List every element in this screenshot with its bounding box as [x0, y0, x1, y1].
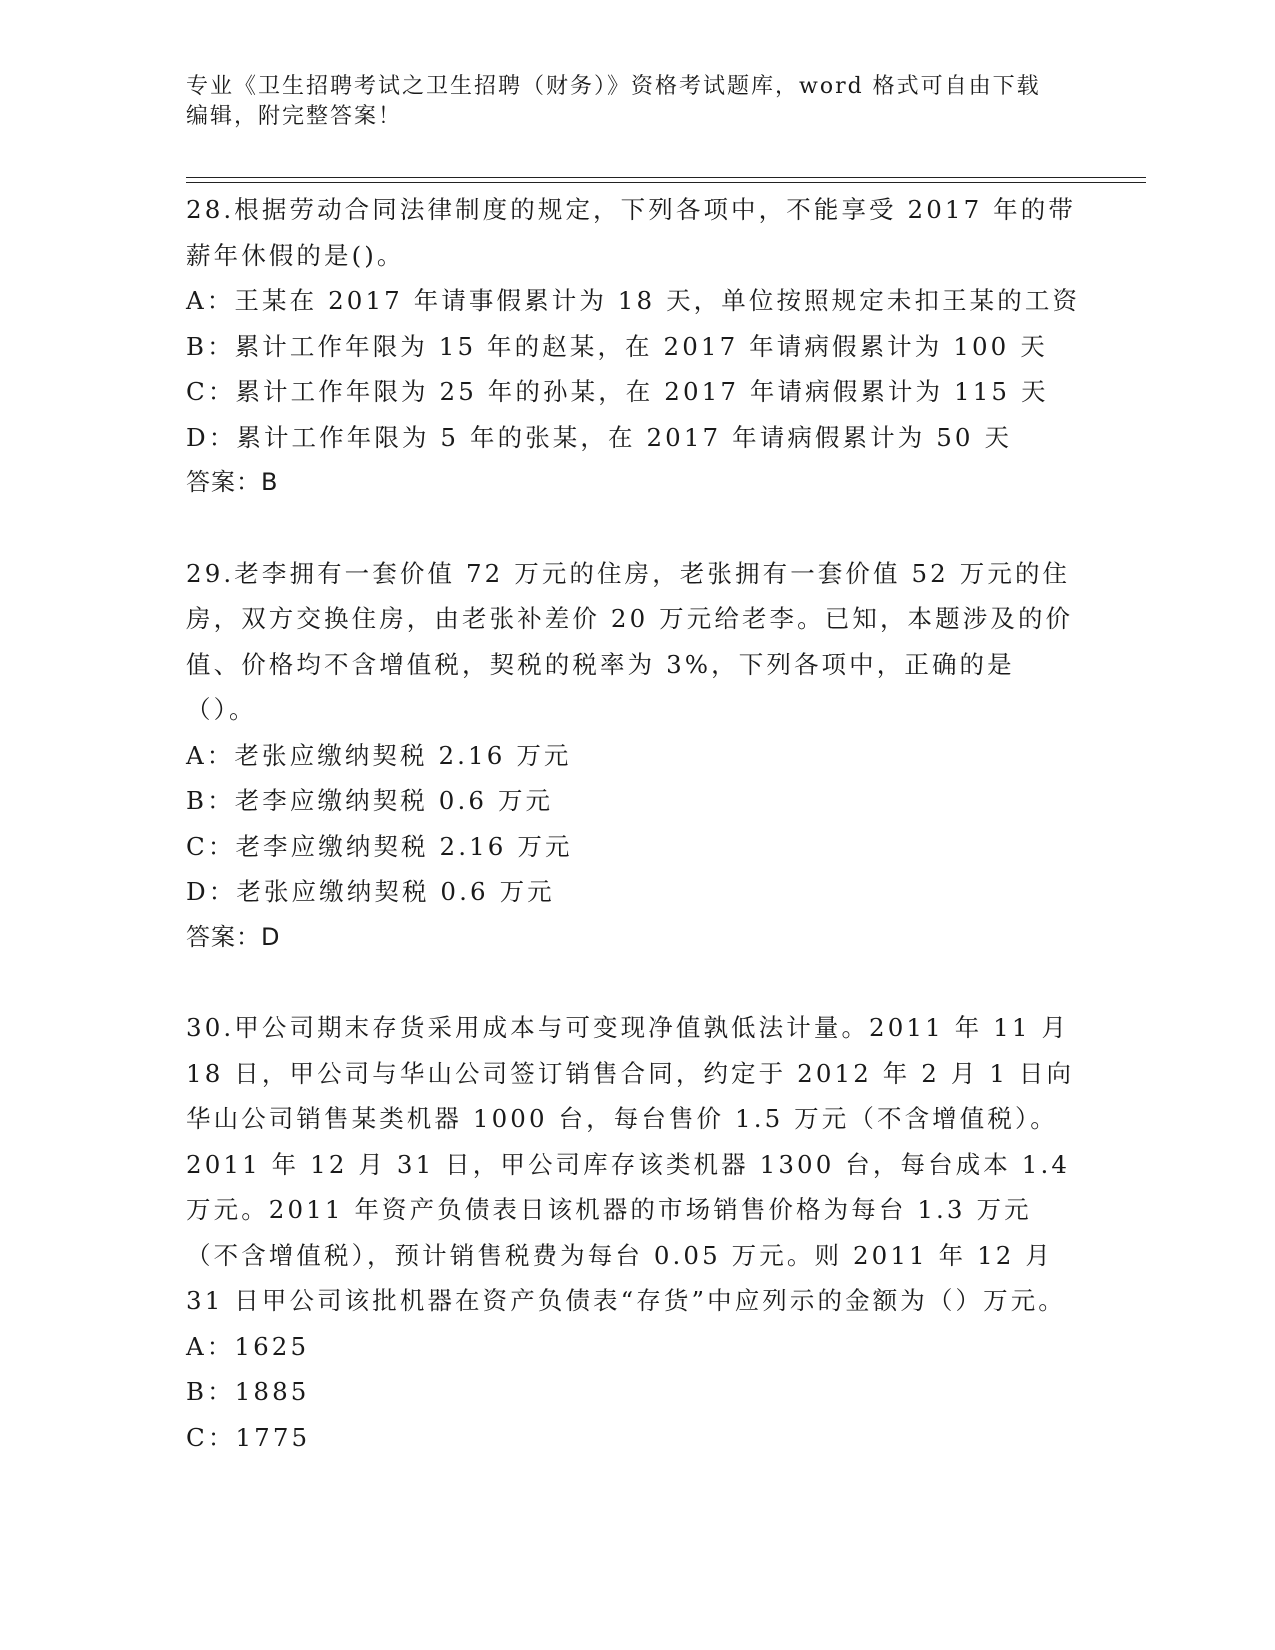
question-stem: 28.根据劳动合同法律制度的规定，下列各项中，不能享受 2017 年的带薪年休假的是()。: [186, 195, 1076, 270]
question-29: [186, 551, 1146, 961]
question-stem: 30.甲公司期末存货采用成本与可变现净值孰低法计量。2011 年 11 月 18 日，甲公司与华山公司签订销售合同，约定于 2012 年 2 月 1 日向华山公司销售某类机器 1000 台，每台售价 1.5 万元（不含增值税）。2011 年 12 月 31 日，甲公司库存该类机器 1300 台，每台成本 1.4 万元。2011 年资产负债表日该机器的市场销售价格为每台 1.3 万元（不含增值税），预计销售税费为每台 0.05 万元。则 2011 年 12 月 31 日甲公司该批机器在资产负债表“存货”中应列示的金额为（）万元。: [186, 1013, 1075, 1315]
header-rule-bottom: [186, 182, 1146, 183]
header-rule-top: [186, 177, 1146, 178]
question-list: [186, 187, 1146, 1460]
option-b: B：累计工作年限为 15 年的赵某，在 2017 年请病假累计为 100 天: [186, 331, 1048, 361]
option-a: A：老张应缴纳契税 2.16 万元: [186, 740, 572, 770]
document-page: [186, 72, 1146, 1452]
header-line-2: 编辑，附完整答案！: [186, 104, 403, 129]
document-header: [186, 72, 1066, 132]
option-c: C：1775: [186, 1422, 311, 1452]
option-c: C：累计工作年限为 25 年的孙某，在 2017 年请病假累计为 115 天: [186, 377, 1049, 406]
option-d: D：老张应缴纳契税 0.6 万元: [186, 877, 555, 906]
option-b: B：老李应缴纳契税 0.6 万元: [186, 786, 554, 815]
spacer: [186, 506, 1146, 551]
option-d: D：累计工作年限为 5 年的张某，在 2017 年请病假累计为 50 天: [186, 422, 1013, 452]
option-b: B：1885: [186, 1377, 310, 1406]
option-a: A：1625: [186, 1331, 310, 1361]
option-a: A：王某在 2017 年请事假累计为 18 天，单位按照规定未扣王某的工资: [186, 286, 1081, 315]
option-c: C：老李应缴纳契税 2.16 万元: [186, 831, 573, 861]
answer: 答案：D: [186, 922, 281, 951]
question-30: [186, 1005, 1146, 1460]
header-line-1: 专业《卫生招聘考试之卫生招聘（财务）》资格考试题库，word 格式可自由下载: [186, 74, 1041, 99]
spacer: [186, 960, 1146, 1005]
question-stem: 29.老李拥有一套价值 72 万元的住房，老张拥有一套价值 52 万元的住房，双方交换住房，由老张补差价 20 万元给老李。已知，本题涉及的价值、价格均不含增值税，契税的税率为 3%，下列各项中，正确的是（）。: [186, 558, 1074, 724]
answer: 答案：B: [186, 468, 279, 496]
question-28: [186, 187, 1146, 506]
